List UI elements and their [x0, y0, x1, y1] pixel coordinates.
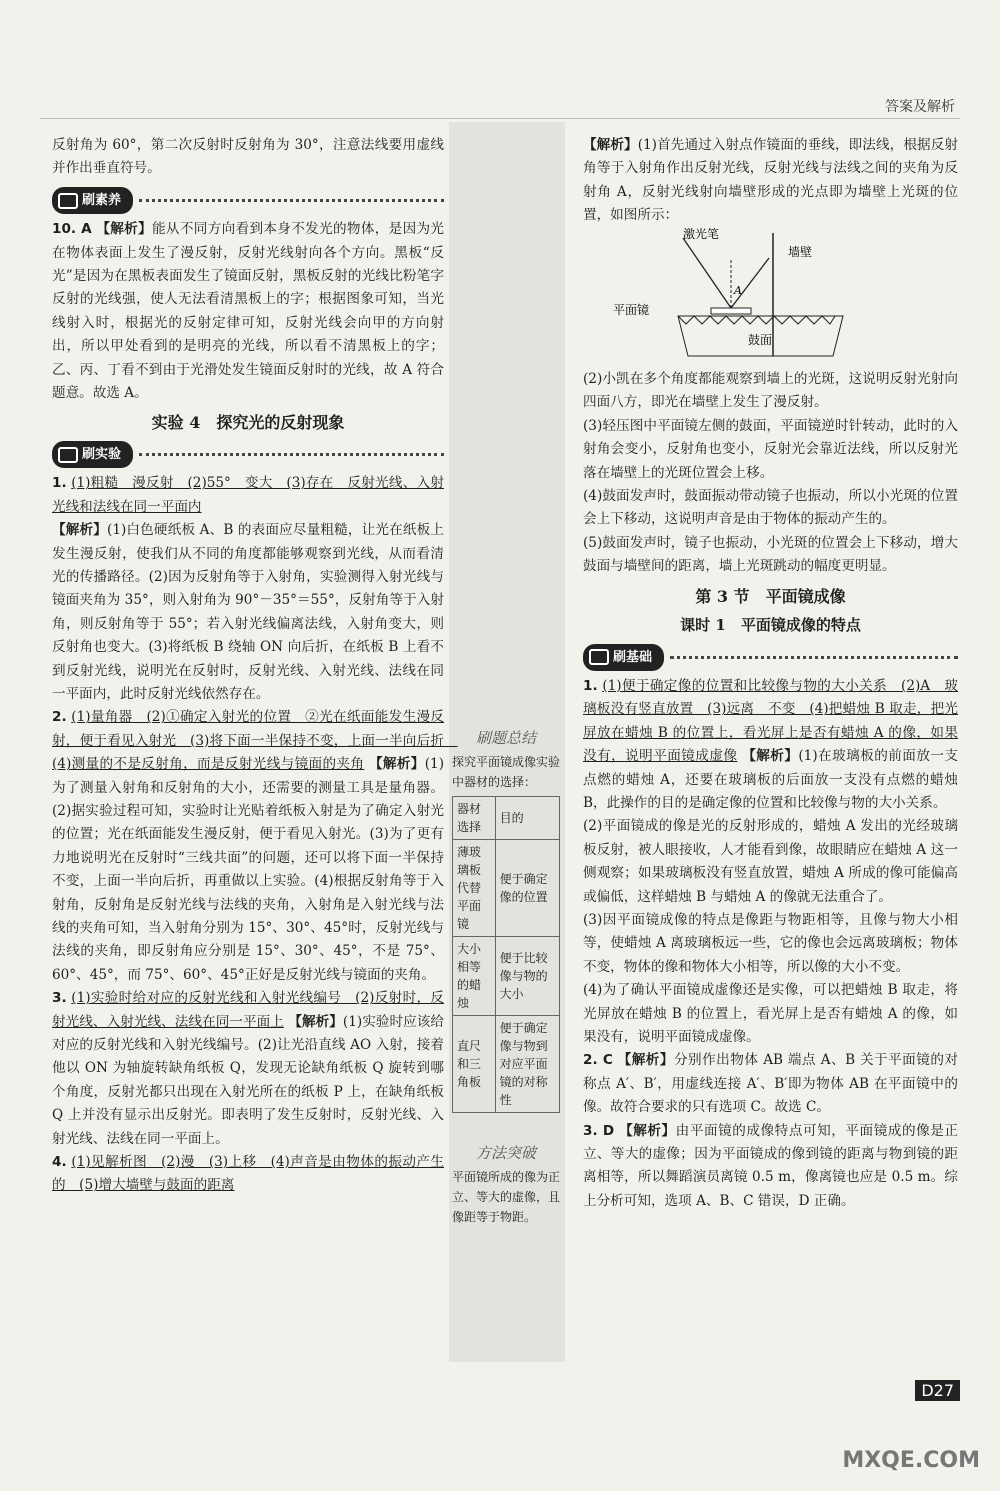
table-cell: 直尺和三角板	[453, 1016, 496, 1113]
book-icon	[58, 193, 78, 209]
table-header: 器材选择	[453, 797, 496, 840]
method-title: 方法突破	[475, 1144, 536, 1162]
table-header-row	[453, 797, 560, 840]
book-icon	[589, 649, 609, 665]
question-1: 1. (1)粗糙 漫反射 (2)55° 变大 (3)存在 反射光线、入射光线和法线在同一平面内 【解析】(1)白色硬纸板 A、B 的表面应尽量粗糙，让光在纸板上发生漫反射，使我们从不同的角度都能够观察到光线，从而看清光的传播路径。(2)因为反射角等于入射角，实验测得入射光线与镜面夹角为 35°，则入射角为 90°－35°＝55°，反射角等于入射角，则反射角等于 55°；若入射光线偏离法线，入射角变大，则反射角也变大。(3)将纸板 B 绕轴 ON 向后折，在纸板 B 上看不到反射光线，说明光在反射时，反射光线、入射光线、法线在同一平面内，此时反射光线依然存在。	[52, 475, 445, 702]
summary-title: 刷题总结	[475, 729, 536, 747]
badge-practice: 刷素养	[52, 187, 444, 214]
book-icon	[58, 447, 78, 463]
right-column	[583, 134, 958, 1213]
analysis-2: (2)小凯在多个角度都能观察到墙上的光斑，这说明反射光射向四面八方，即光在墙壁上发生了漫反射。	[583, 371, 958, 411]
analysis-5: (5)鼓面发声时，镜子也振动，小光斑的位置会上下移动，增大鼓面与墙壁间的距离，墙上光斑跳动的幅度更明显。	[583, 534, 958, 575]
table-row	[453, 937, 560, 1016]
subsection-title: 课时 1 平面镜成像的特点	[680, 616, 861, 635]
analysis-4: (4)鼓面发声时，鼓面振动带动镜子也振动，所以小光斑的位置会上下移动，这说明声音是由于物体的振动产生的。	[583, 488, 958, 528]
question-3: 3. (1)实验时给对应的反射光线和入射光线编号 (2)反射时，反射光线、入射光线、法线在同一平面上 【解析】(1)实验时应该给对应的反射光线和入射光线编号。(2)让光沿直线 AO 入射，接着他以 ON 为轴旋转缺角纸板 Q，发现无论缺角纸板 Q 旋转到哪个角度，反射光都只出现在入射光所在的纸板 P 上，在缺角纸板 Q 上并没有显示出反射光。即表明了发生反射时，反射光线、入射光线、法线在同一平面上。	[52, 990, 445, 1147]
table-cell: 便于比较像与物的大小	[495, 937, 559, 1016]
badge-experiment: 刷实验	[52, 441, 444, 468]
question-2: 2. C 【解析】分别作出物体 AB 端点 A、B 关于平面镜的对称点 A′、B′，用虚线连接 A′、B′即为物体 AB 在平面镜中的像。故符合要求的只有选项 C。故选 C。	[583, 1052, 959, 1116]
analysis-3: (3)轻压图中平面镜左侧的鼓面，平面镜逆时针转动，此时的入射角会变小，反射角也变小，反射光会靠近法线，所以反射光落在墙壁上的光斑位置会上移。	[583, 417, 958, 481]
label-laser: 激光笔	[683, 227, 720, 241]
badge-basic: 刷基础	[583, 644, 958, 671]
reflection-diagram	[583, 228, 958, 360]
question-3: 3. D 【解析】由平面镜的成像特点可知，平面镜成的像是正立、等大的虚像；因为平面镜成的像到镜的距离与物到镜的距离相等，所以舞蹈演员离镜 0.5 m，像离镜也应是 0.5 m。综上分析可知，选项 A、B、C 错误，D 正确。	[583, 1122, 959, 1209]
table-row	[453, 840, 560, 937]
table-header: 目的	[495, 797, 559, 840]
table-cell: 薄玻璃板代替平面镜	[453, 840, 496, 937]
page-header: 答案及解析	[885, 99, 955, 115]
page-number: D27	[915, 1380, 960, 1401]
drum-teeth	[678, 316, 835, 324]
left-column	[52, 134, 458, 1198]
label-wall: 墙壁	[788, 244, 813, 259]
label-drum: 鼓面	[748, 332, 773, 347]
method-text: 平面镜所成的像为正立、等大的虚像，且像距等于物距。	[452, 1170, 561, 1224]
summary-intro: 探究平面镜成像实验中器材的选择：	[452, 755, 561, 789]
section-title: 第 3 节 平面镜成像	[695, 586, 846, 606]
label-angle: A	[734, 283, 742, 297]
question-1: 1. (1)便于确定像的位置和比较像与物的大小关系 (2)A 玻璃板没有竖直放置 (3)远离 不变 (4)把蜡烛 B 取走，把光屏放在蜡烛 B 的位置上，看光屏上是否有蜡烛 A 的像，如果没有，说明平面镜成虚像 【解析】(1)在玻璃板的前面放一支点燃的蜡烛 A，还要在玻璃板的后面放一支没有点燃的蜡烛 B，此操作的目的是确定像的位置和比较像与物的大小关系。	[583, 677, 959, 811]
watermark-logo: MXQE.COM	[842, 1448, 980, 1473]
table-cell: 便于确定像与物到对应平面镜的对称性	[495, 1016, 559, 1113]
header-rule	[40, 118, 960, 119]
table-row	[453, 1016, 560, 1113]
incident-ray	[683, 238, 731, 308]
intro-text: 反射角为 60°，第二次反射时反射角为 30°，注意法线要用虚线并作出垂直符号。	[52, 137, 444, 177]
table-cell: 大小相等的蜡烛	[453, 937, 496, 1016]
table-cell: 便于确定像的位置	[495, 840, 559, 937]
question-1-part4: (4)为了确认平面镜成虚像还是实像，可以把蜡烛 B 取走，将光屏放在蜡烛 B 的位置上，看光屏上是否有蜡烛 A 的像，如果没有，说明平面镜成虚像。	[583, 982, 958, 1045]
analysis-1: 【解析】(1)首先通过入射点作镜面的垂线，即法线，根据反射角等于入射角作出反射光线，反射光线与法线之间的夹角为反射角 A，反射光线射向墙壁形成的光点即为墙壁上光斑的位置，如图所示：	[583, 137, 958, 224]
equipment-table	[452, 796, 560, 1113]
label-mirror: 平面镜	[613, 302, 650, 317]
section-title: 实验 4 探究光的反射现象	[151, 413, 345, 433]
mirror-shape	[711, 308, 751, 314]
reflected-ray	[731, 258, 769, 308]
question-1-part2: (2)平面镜成的像是光的反射形成的，蜡烛 A 发出的光经玻璃板反射，被人眼接收，人才能看到像，故眼睛应在蜡烛 A 这一侧观察；如果玻璃板没有竖直放置，蜡烛 A 所成的像可能偏高或偏低，这样蜡烛 B 与蜡烛 A 的像就无法重合了。	[583, 818, 958, 905]
summary-sidebar	[452, 728, 560, 1227]
question-1-part3: (3)因平面镜成像的特点是像距与物距相等，且像与物大小相等，使蜡烛 A 离玻璃板远一些，它的像也会远离玻璃板；物体不变，物体的像和物体大小相等，所以像的大小不变。	[583, 911, 958, 975]
question-10: 10. A 【解析】能从不同方向看到本身不发光的物体，是因为光在物体表面上发生了漫反射，反射光线射向各个方向。黑板“反光”是因为在黑板表面发生了镜面反射，黑板反射的光线比粉笔字反射的光线强，使人无法看清黑板上的字；根据图象可知，当光线射入时，根据光的反射定律可知，反射光线会向甲的方向射出，所以甲处看到的是明亮的光线，所以看不清黑板上的字；乙、丙、丁看不到由于光滑处发生镜面反射时的光线，故 A 符合题意。故选 A。	[52, 221, 445, 402]
question-4: 4. (1)见解析图 (2)漫 (3)上移 (4)声音是由物体的振动产生的 (5)增大墙壁与鼓面的距离	[52, 1154, 444, 1194]
question-2: 2. (1)量角器 (2)①确定入射光的位置 ②光在纸面能发生漫反射，便于看见入射光 (3)将下面一半保持不变，上面一半向后折 (4)测量的不是反射角，而是反射光线与镜面的夹角 【解析】(1)为了测量入射角和反射角的大小，还需要的测量工具是量角器。(2)据实验过程可知，实验时让光贴着纸板入射是为了确定入射光的位置；光在纸面能发生漫反射，便于看见入射光。(3)为了更有力地说明光在反射时“三线共面”的问题，还可以将下面一半保持不变，上面一半向后折，再重做以上实验。(4)根据反射角等于入射角，反射角是反射光线与法线的夹角，入射角是入射光线与法线的夹角可知，当入射角分别为 15°、30°、45°时，反射光线与法线的夹角，即反射角应分别是 15°、30°、45°，不是 75°、60°、45°，而 75°、60°、45°正好是反射光线与镜面的夹角。	[52, 709, 458, 983]
